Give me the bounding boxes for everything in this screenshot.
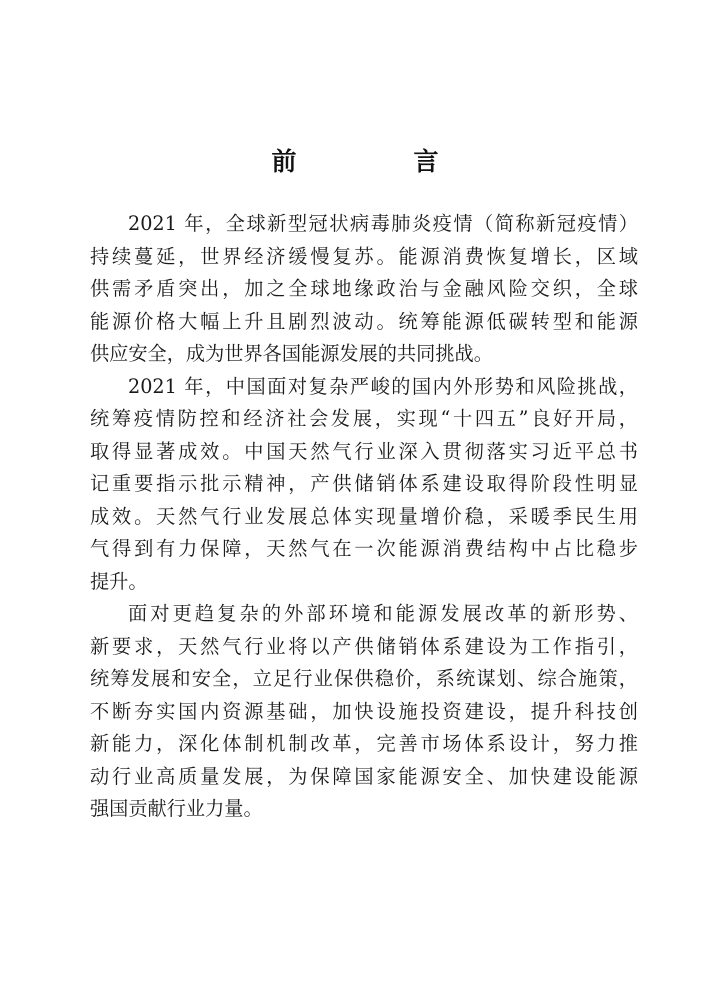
text-line: 记重要指示批示精神，产供储销体系建设取得阶段性明显 bbox=[90, 472, 638, 495]
text-line: 新要求，天然气行业将以产供储销体系建设为工作指引， bbox=[90, 634, 638, 658]
text-line: 2021 年，全球新型冠状病毒肺炎疫情（简称新冠疫情） bbox=[128, 212, 638, 235]
text-line: 气得到有力保障，天然气在一次能源消费结构中占比稳步 bbox=[90, 537, 638, 560]
page-title: 前 言 bbox=[271, 147, 485, 176]
text-line: 持续蔓延，世界经济缓慢复苏。能源消费恢复增长，区域 bbox=[90, 244, 638, 268]
text-line: 统筹发展和安全，立足行业保供稳价，系统谋划、综合施策， bbox=[90, 667, 638, 690]
text-line: 面对更趋复杂的外部环境和能源发展改革的新形势、 bbox=[128, 602, 638, 625]
paragraph-2 bbox=[90, 371, 638, 599]
text-line: 供需矛盾突出，加之全球地缘政治与金融风险交织，全球 bbox=[90, 277, 638, 300]
text-line: 不断夯实国内资源基础，加快设施投资建设，提升科技创 bbox=[90, 699, 638, 723]
document-body bbox=[90, 208, 638, 826]
text-line: 能源价格大幅上升且剧烈波动。统筹能源低碳转型和能源 bbox=[90, 309, 638, 333]
text-line: 动行业高质量发展，为保障国家能源安全、加快建设能源 bbox=[90, 764, 638, 788]
paragraph-3 bbox=[90, 598, 638, 826]
text-line: 2021 年，中国面对复杂严峻的国内外形势和风险挑战， bbox=[128, 374, 638, 398]
text-line: 新能力，深化体制机制改革，完善市场体系设计，努力推 bbox=[90, 732, 638, 755]
text-line: 强国贡献行业力量。 bbox=[90, 797, 263, 820]
text-line: 提升。 bbox=[90, 569, 148, 593]
text-line: 统筹疫情防控和经济社会发展，实现“十四五”良好开局， bbox=[90, 407, 638, 430]
paragraph-1 bbox=[90, 208, 638, 371]
text-line: 成效。天然气行业发展总体实现量增价稳，采暖季民生用 bbox=[90, 504, 638, 528]
text-line: 供应安全，成为世界各国能源发展的共同挑战。 bbox=[90, 342, 493, 365]
text-line: 取得显著成效。中国天然气行业深入贯彻落实习近平总书 bbox=[90, 439, 638, 463]
